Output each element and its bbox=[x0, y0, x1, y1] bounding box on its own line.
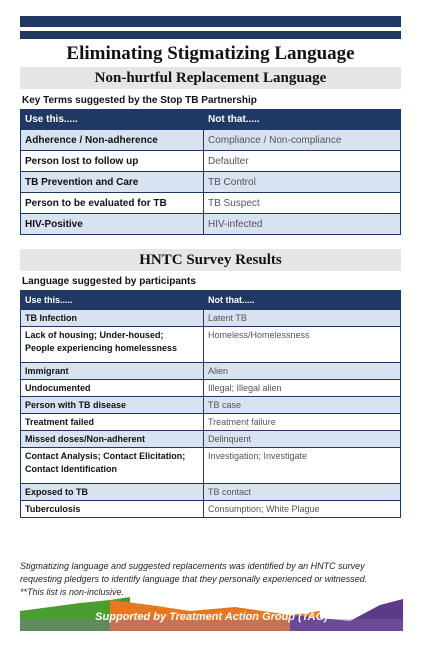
use-term bbox=[21, 327, 204, 363]
avoid-term: Compliance / Non-compliance bbox=[204, 130, 401, 151]
avoid-term: Homeless/Homelessness bbox=[204, 327, 401, 363]
header-not-that: Not that..... bbox=[204, 291, 401, 310]
avoid-term: Alien bbox=[204, 363, 401, 380]
use-term-line: Contact Identification bbox=[25, 464, 117, 474]
table-row bbox=[21, 310, 401, 327]
avoid-term: TB Suspect bbox=[204, 193, 401, 214]
use-term: TB Prevention and Care bbox=[21, 172, 204, 193]
table-row bbox=[21, 448, 401, 484]
header-use-this: Use this..... bbox=[21, 110, 204, 130]
use-term: Person with TB disease bbox=[21, 397, 204, 414]
table-header-row bbox=[21, 110, 401, 130]
use-term bbox=[21, 448, 204, 484]
table-row bbox=[21, 363, 401, 380]
use-term: Undocumented bbox=[21, 380, 204, 397]
use-term: Exposed to TB bbox=[21, 484, 204, 501]
footnote-line: Stigmatizing language and suggested replacements was identified by an HNTC survey bbox=[20, 561, 365, 571]
table-row bbox=[21, 380, 401, 397]
use-term: Person lost to follow up bbox=[21, 151, 204, 172]
use-term: Treatment failed bbox=[21, 414, 204, 431]
section1-caption: Key Terms suggested by the Stop TB Partnership bbox=[22, 95, 257, 106]
footnote-line: requesting pledgers to identify language that they personally experienced or witnessed. bbox=[20, 574, 368, 584]
avoid-term: Latent TB bbox=[204, 310, 401, 327]
use-term: Immigrant bbox=[21, 363, 204, 380]
footnote-line: **This list is non-inclusive. bbox=[20, 587, 125, 597]
avoid-term: Investigation; Investigate bbox=[204, 448, 401, 484]
use-term: Missed doses/Non-adherent bbox=[21, 431, 204, 448]
table-row bbox=[21, 431, 401, 448]
table-row bbox=[21, 327, 401, 363]
header-use-this: Use this..... bbox=[21, 291, 204, 310]
use-term: Tuberculosis bbox=[21, 501, 204, 518]
avoid-term: Defaulter bbox=[204, 151, 401, 172]
avoid-term: HIV-infected bbox=[204, 214, 401, 235]
table-row bbox=[21, 130, 401, 151]
footnote bbox=[20, 560, 405, 599]
table-row bbox=[21, 397, 401, 414]
avoid-term: Illegal; Illegal alien bbox=[204, 380, 401, 397]
avoid-term: Treatment failure bbox=[204, 414, 401, 431]
banner-text: Supported by Treatment Action Group (TAG) bbox=[95, 611, 328, 623]
use-term: Adherence / Non-adherence bbox=[21, 130, 204, 151]
table-row bbox=[21, 484, 401, 501]
table-row bbox=[21, 151, 401, 172]
avoid-term: TB Control bbox=[204, 172, 401, 193]
page-title: Eliminating Stigmatizing Language bbox=[66, 43, 355, 64]
avoid-term: Consumption; White Plague bbox=[204, 501, 401, 518]
table-row bbox=[21, 172, 401, 193]
top-accent-bar bbox=[20, 16, 401, 27]
table-row bbox=[21, 414, 401, 431]
section1-heading: Non-hurtful Replacement Language bbox=[20, 67, 401, 89]
table-header-row bbox=[21, 291, 401, 310]
avoid-term: TB case bbox=[204, 397, 401, 414]
use-term: HIV-Positive bbox=[21, 214, 204, 235]
section2-heading: HNTC Survey Results bbox=[20, 249, 401, 271]
avoid-term: Delinquent bbox=[204, 431, 401, 448]
use-term-line: Contact Analysis; Contact Elicitation; bbox=[25, 451, 186, 461]
top-accent-bar-thin bbox=[20, 31, 401, 39]
use-term-line: Lack of housing; Under-housed; bbox=[25, 330, 164, 340]
avoid-term: TB contact bbox=[204, 484, 401, 501]
use-term: Person to be evaluated for TB bbox=[21, 193, 204, 214]
use-term-line: People experiencing homelessness bbox=[25, 343, 178, 353]
survey-results-table bbox=[20, 290, 401, 518]
section2-caption: Language suggested by participants bbox=[22, 276, 196, 287]
use-term: TB Infection bbox=[21, 310, 204, 327]
table-row bbox=[21, 214, 401, 235]
table-row bbox=[21, 193, 401, 214]
key-terms-table bbox=[20, 109, 401, 235]
header-not-that: Not that..... bbox=[204, 110, 401, 130]
table-row bbox=[21, 501, 401, 518]
